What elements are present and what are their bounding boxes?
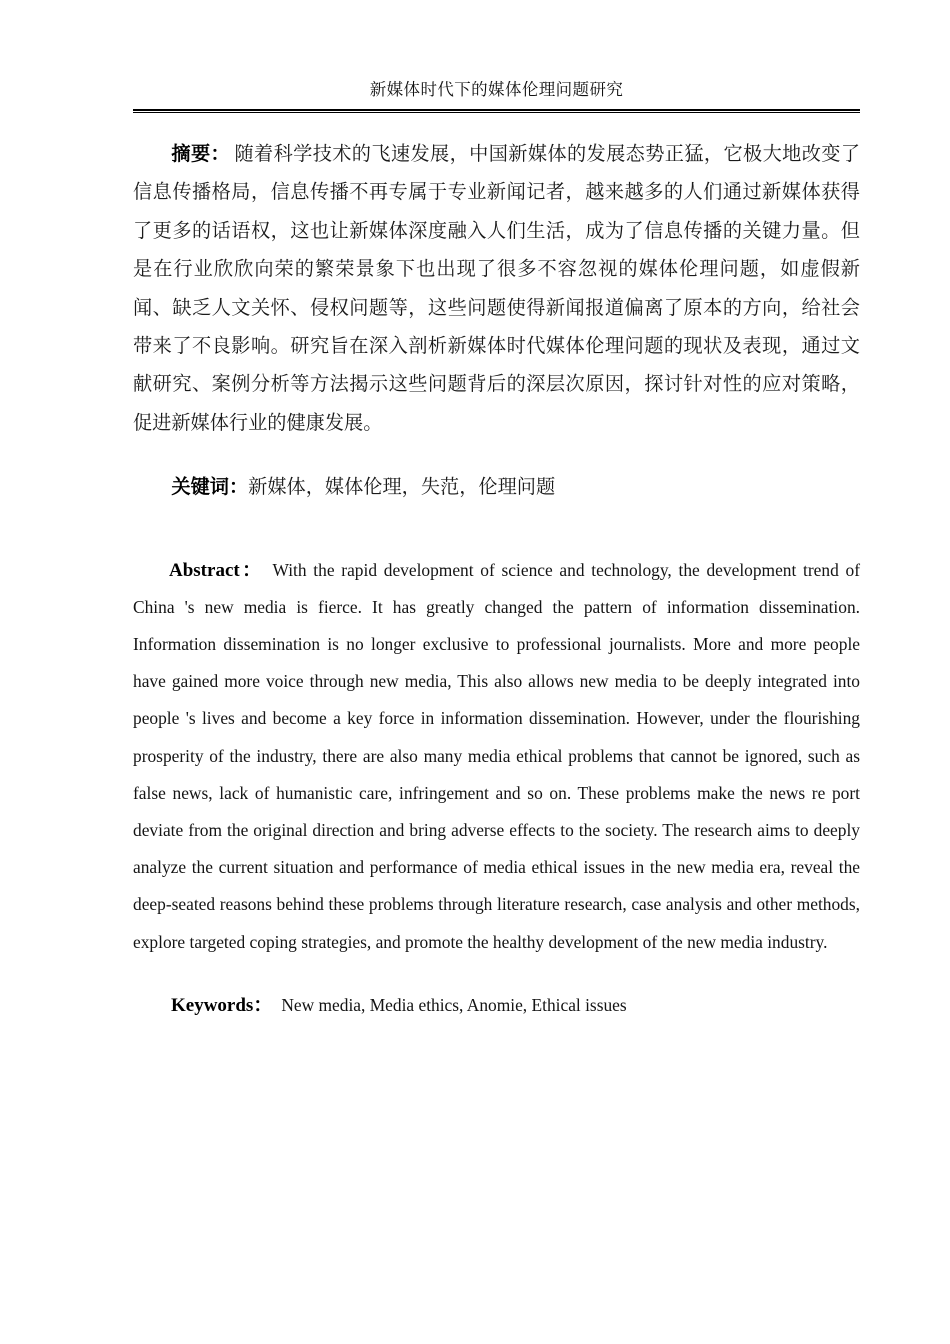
page-header: [133, 78, 860, 113]
english-keywords-line: [133, 987, 860, 1024]
chinese-keywords-line: [133, 469, 860, 507]
english-abstract-label: Abstract：: [169, 559, 264, 581]
english-keywords-text: New media, Media ethics, Anomie, Ethical issues: [281, 994, 627, 1015]
english-keywords-label: Keywords：: [171, 994, 273, 1016]
chinese-abstract-text: 随着科学技术的飞速发展，中国新媒体的发展态势正猛，它极大地改变了信息传播格局，信息传播不再专属于专业新闻记者，越来越多的人们通过新媒体获得了更多的话语权，这也让新媒体深度融入人们生活，成为了信息传播的关键力量。但是在行业欣欣向荣的繁荣景象下也出现了很多不容忽视的媒体伦理问题，如虚假新闻、缺乏人文关怀、侵权问题等，这些问题使得新闻报道偏离了原本的方向，给社会带来了不良影响。研究旨在深入剖析新媒体时代媒体伦理问题的现状及表现，通过文献研究、案例分析等方法揭示这些问题背后的深层次原因，探讨针对性的应对策略，促进新媒体行业的健康发展。: [133, 144, 861, 434]
english-abstract-section: [133, 552, 860, 1024]
header-divider-rule: [133, 109, 860, 113]
chinese-abstract-paragraph: [133, 136, 860, 443]
chinese-keywords-label: 关键词：: [171, 477, 249, 499]
header-running-title: 新媒体时代下的媒体伦理问题研究: [369, 80, 624, 99]
english-abstract-text: With the rapid development of science and technology, the development trend of China 's new media is fierce. It has greatly changed the pattern of information dissemination. Information dissemination is no longer exclusive to professional journalists. More and more people have gained more voice through new media, This also allows new media to be deeply integrated into people 's lives and become a key force in information dissemination. However, under the flourishing prosperity of the industry, there are also many media ethical problems that cannot be ignored, such as false news, lack of humanistic care, infringement and so on. These problems make the news re port deviate from the original direction and bring adverse effects to the society. The research aims to deeply analyze the current situation and performance of media ethical issues in the new media era, reveal the deep-seated reasons behind these problems through literature research, case analysis and other methods, explore targeted coping strategies, and promote the healthy development of the new media industry.: [133, 559, 861, 952]
document-body: [133, 136, 860, 1024]
chinese-keywords-text: 新媒体，媒体伦理，失范，伦理问题: [248, 477, 556, 499]
chinese-abstract-label: 摘要：: [171, 144, 231, 165]
english-abstract-paragraph: [133, 552, 860, 961]
